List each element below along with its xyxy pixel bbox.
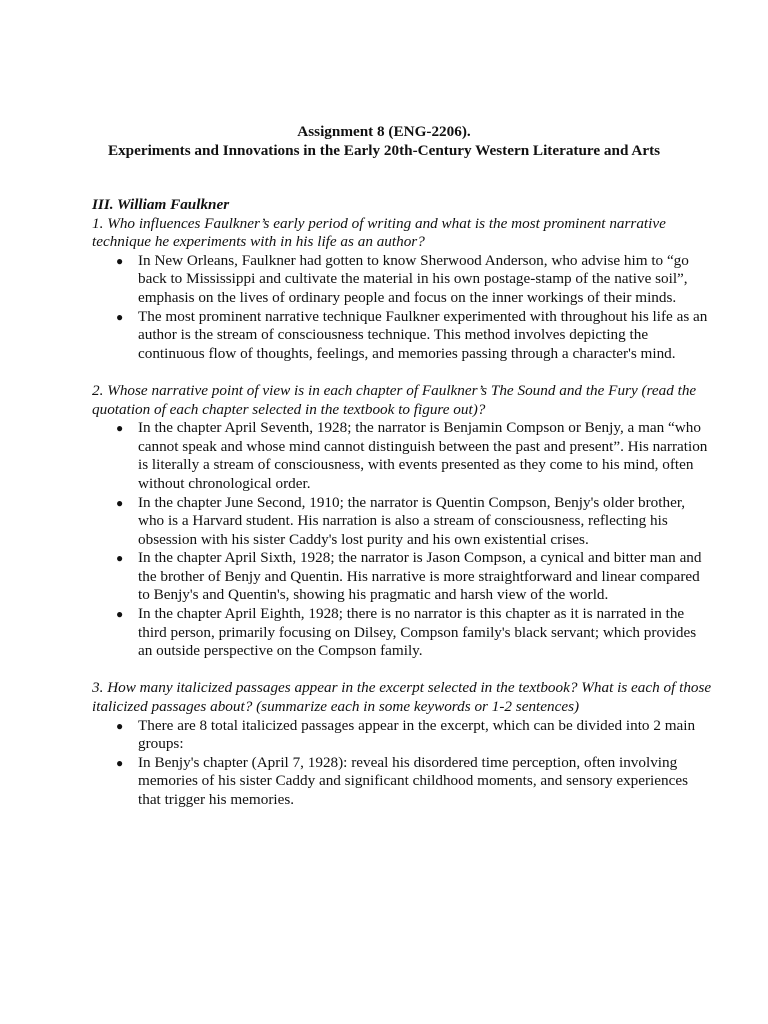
- list-item-text: In New Orleans, Faulkner had gotten to know Sherwood Anderson, who advise him to “go back to Mississippi and cultivate the material in his own postage-stamp of the native soil”, emphasis on the lives of ordinary people and focus on the inner workings of their minds.: [138, 251, 689, 306]
- paragraph-spacer: [92, 363, 712, 382]
- list-item: [116, 549, 712, 605]
- list-item-text: The most prominent narrative technique Faulkner experimented with throughout his life as an author is the stream of consciousness technique. This method involves depicting the continuous flow of thoughts, feelings, and memories passing through a character's mind.: [138, 307, 708, 362]
- section-heading: III. William Faulkner: [92, 196, 230, 213]
- course-subtitle: Experiments and Innovations in the Early 20th-Century Western Literature and Arts: [107, 141, 661, 159]
- bullet-icon: ●: [116, 421, 124, 436]
- list-item: [116, 251, 712, 308]
- bullet-icon: ●: [116, 718, 124, 733]
- list-item: [116, 753, 712, 810]
- question-2: 2. Whose narrative point of view is in each chapter of Faulkner’s The Sound and the Fury (read the quotation of each chapter selected in the textbook to figure out)?: [92, 381, 697, 418]
- list-item: [116, 605, 712, 661]
- question-3: 3. How many italicized passages appear in the excerpt selected in the textbook? What is each of those italicized passages about? (summarize each in some keywords or 1-2 sentences): [92, 679, 712, 716]
- document-body: [92, 196, 712, 810]
- list-item-text: In the chapter April Sixth, 1928; the narrator is Jason Compson, a cynical and bitter man and the brother of Benjy and Quentin. His narrative is more straightforward and linear compared to Benjy's and Quentin's, showing his pragmatic and harsh view of the world.: [138, 549, 702, 604]
- assignment-title: Assignment 8 (ENG-2206).: [297, 123, 471, 140]
- list-item: [116, 307, 712, 364]
- bullet-icon: ●: [116, 495, 124, 510]
- list-item: [116, 493, 712, 550]
- list-item-text: In the chapter June Second, 1910; the narrator is Quentin Compson, Benjy's older brother, who is a Harvard student. His narration is also a stream of consciousness, reflecting his obsession with his sister Caddy's lost purity and his own existential crises.: [138, 493, 686, 548]
- document-title: [86, 123, 682, 160]
- list-item-text: In Benjy's chapter (April 7, 1928): reveal his disordered time perception, often involving memories of his sister Caddy and significant childhood moments, and sensory experiences that trigger his memories.: [138, 753, 689, 808]
- bullet-icon: ●: [116, 309, 124, 324]
- list-item: [116, 419, 712, 493]
- list-item: [116, 716, 712, 754]
- answer-list-3: [92, 717, 712, 810]
- bullet-icon: ●: [116, 253, 124, 268]
- list-item-text: There are 8 total italicized passages appear in the excerpt, which can be divided into 2 main groups:: [138, 716, 696, 753]
- list-item-text: In the chapter April Seventh, 1928; the narrator is Benjamin Compson or Benjy, a man “who cannot speak and whose mind cannot distinguish between the past and present”. His narration is literally a stream of consciousness, with events presented as they come to his mind, often without chronological order.: [138, 419, 708, 492]
- answer-list-1: [92, 252, 712, 364]
- answer-list-2: [92, 419, 712, 661]
- bullet-icon: ●: [116, 607, 124, 622]
- paragraph-spacer: [92, 661, 712, 680]
- list-item-text: In the chapter April Eighth, 1928; there is no narrator is this chapter as it is narrated in the third person, primarily focusing on Dilsey, Compson family's black servant; which provides an outside perspective on the Compson family.: [138, 605, 697, 660]
- question-1: 1. Who influences Faulkner’s early period of writing and what is the most prominent narrative technique he experiments with in his life as an author?: [92, 214, 666, 251]
- bullet-icon: ●: [116, 551, 124, 566]
- bullet-icon: ●: [116, 755, 124, 770]
